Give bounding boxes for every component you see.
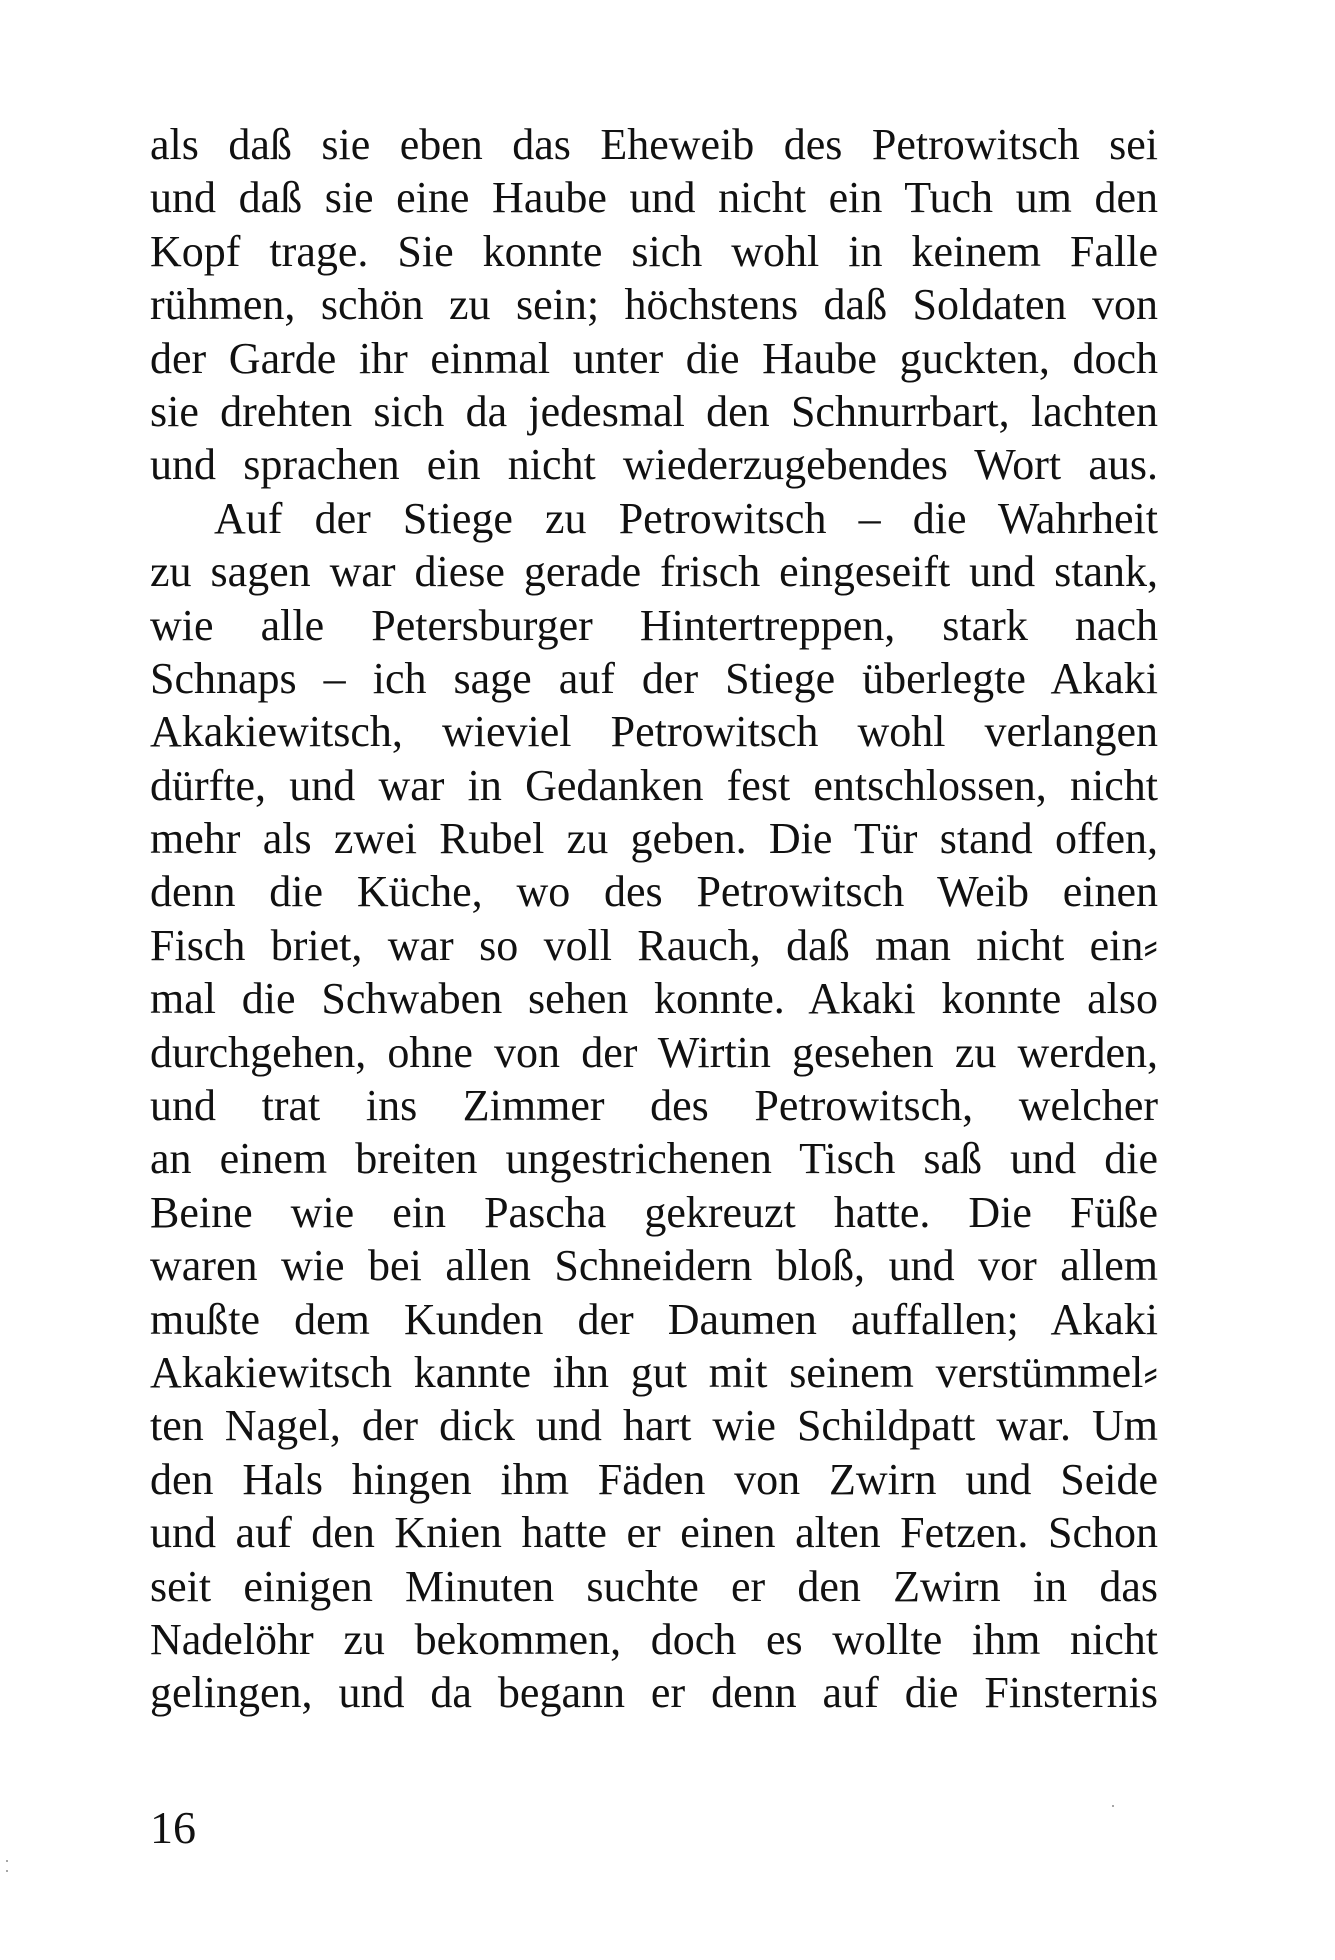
text-line: sie drehten sich da jedesmal den Schnurrbart, lachten xyxy=(150,386,1158,436)
text-line: und trat ins Zimmer des Petrowitsch, welcher xyxy=(150,1081,1158,1131)
paragraph-first-line: Auf der Stiege zu Petrowitsch – die Wahrheit xyxy=(214,493,1158,543)
text-line: Beine wie ein Pascha gekreuzt hatte. Die Füße xyxy=(150,1187,1158,1237)
text-line: Akakiewitsch, wieviel Petrowitsch wohl verlangen xyxy=(150,707,1158,757)
scan-speck xyxy=(1112,1805,1114,1807)
text-line: gelingen, und da begann er denn auf die Finsternis xyxy=(150,1668,1158,1718)
text-line: denn die Küche, wo des Petrowitsch Weib einen xyxy=(150,867,1158,917)
text-line: der Garde ihr einmal unter die Haube guckten, doch xyxy=(150,333,1158,383)
text-line: mußte dem Kunden der Daumen auffallen; Akaki xyxy=(150,1294,1158,1344)
page-number: 16 xyxy=(150,1802,196,1853)
text-line: und daß sie eine Haube und nicht ein Tuch um den xyxy=(150,173,1158,223)
body-text xyxy=(150,118,1158,1720)
scan-speck xyxy=(6,1870,8,1872)
text-line: ten Nagel, der dick und hart wie Schildpatt war. Um xyxy=(150,1401,1158,1451)
text-line: und auf den Knien hatte er einen alten Fetzen. Schon xyxy=(150,1508,1158,1558)
text-line: den Hals hingen ihm Fäden von Zwirn und Seide xyxy=(150,1454,1158,1504)
text-line: Kopf trage. Sie konnte sich wohl in keinem Falle xyxy=(150,226,1158,276)
text-line: mehr als zwei Rubel zu geben. Die Tür stand offen, xyxy=(150,814,1158,864)
text-line: zu sagen war diese gerade frisch eingeseift und stank, xyxy=(150,547,1158,597)
text-line: wie alle Petersburger Hintertreppen, stark nach xyxy=(150,600,1158,650)
text-line: durchgehen, ohne von der Wirtin gesehen zu werden, xyxy=(150,1027,1158,1077)
text-line: mal die Schwaben sehen konnte. Akaki konnte also xyxy=(150,974,1158,1024)
text-line: als daß sie eben das Eheweib des Petrowitsch sei xyxy=(150,120,1158,169)
text-line: dürfte, und war in Gedanken fest entschlossen, nicht xyxy=(150,760,1158,810)
text-line: Nadelöhr zu bekommen, doch es wollte ihm nicht xyxy=(150,1614,1158,1664)
scan-speck xyxy=(6,1860,8,1862)
text-line: rühmen, schön zu sein; höchstens daß Soldaten von xyxy=(150,280,1158,330)
text-line: Fisch briet, war so voll Rauch, daß man nicht ein⸗ xyxy=(150,920,1158,970)
text-line: Akakiewitsch kannte ihn gut mit seinem verstümmel⸗ xyxy=(150,1347,1158,1397)
text-line: und sprachen ein nicht wiederzugebendes Wort aus. xyxy=(150,440,1158,490)
text-line: waren wie bei allen Schneidern bloß, und vor allem xyxy=(150,1241,1158,1291)
text-line: Schnaps – ich sage auf der Stiege überlegte Akaki xyxy=(150,653,1158,703)
text-line: an einem breiten ungestrichenen Tisch saß und die xyxy=(150,1134,1158,1184)
text-line: seit einigen Minuten suchte er den Zwirn in das xyxy=(150,1561,1158,1611)
